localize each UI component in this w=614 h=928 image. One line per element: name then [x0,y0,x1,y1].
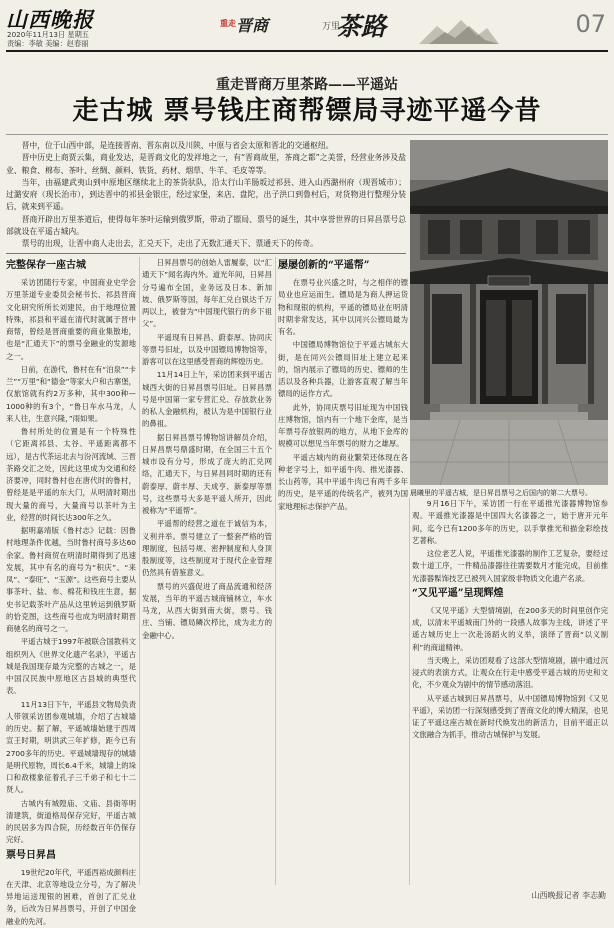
body-paragraph: 在票号业兴盛之时，与之相伴的镖局业也应运而生。镖局是为商人押运货物和现银的机构，平遥的镖局业在明清时期非常发达，其中以同兴公镖局最为有名。 [278,278,408,336]
text-column-3 [278,257,408,887]
intro-paragraph: 晋商开辟出万里茶道后，使得每年茶叶运输到俄罗斯，带动了镖局、票号的诞生，其中享誉世界的日昇昌票号总部就设在平遥古城内。 [6,214,406,237]
masthead [6,4,608,50]
courtyard-photo-illustration [410,140,608,485]
newspaper-brand: 山西晚报 [6,7,94,32]
intro-paragraph: 当年，由福建武夷山到中原地区继续北上的茶货驮队，沿太行山羊肠坂过祁县、进入山西潞州府（现晋城市）；过潞安府（现长治市），到达晋中的祁县金银庄，经过家堡，来店、盘陀，出子洪口到鲁村后，对货物进行整理分装后，就来到平遥。 [6,177,406,212]
banner-prefix: 重走 [220,19,236,28]
issue-info [7,30,89,48]
body-paragraph: 从平遥古城到日昇昌票号，从中国镖局博物馆到《又见平遥》，采访团一行深刻感受到了晋商文化的博大精深，也见证了平遥这座古城在新时代焕发出的新活力，目前平遥正以文旅融合为抓手，推动古城保护与发展。 [412,693,608,740]
body-paragraph: 采访团随行专家，中国商业史学会万里茶道专业委员会秘书长、祁县晋商文化研究所所长刘建民，由于地理位置特殊，祁县和平遥在清代时就属于晋中商帮，曾经是晋商重要的商业集散地，也是“汇通天下”的票号金融业的发源地之一。 [6,278,136,361]
body-paragraph: 日前，在游代，鲁村在有“泊泉”“卡兰”“万里”和“德金”等家大户和古寨堡，仅旅馆就有约2万多种，其中300种—1000种的有3个，“鲁日车水马龙，人来人往，生意兴隆，”雨如果。 [6,364,137,423]
body-paragraph: 平遥现有日昇昌、蔚泰厚、协同庆等票号旧址，以及中国镖局博物馆等，游客可以在这里感受晋商的辉煌历史。 [142,332,272,366]
body-paragraph: 此外，协同庆票号旧址现为中国钱庄博物馆，馆内有一个地下金库，是当年票号存放银两的地方，从地下金库的规模可以想见当年票号的财力之雄厚。 [278,402,408,449]
banner-brush-text: 茶路 [336,12,387,41]
article-intro [6,140,406,251]
body-paragraph: 古城内有城隍庙、文庙、县衙等明清建筑，街道格局保存完好，平遥古城的民居多为四合院，历经数百年仍保存完好。 [6,798,136,845]
section-heading: 完整保存一座古城 [6,260,86,271]
body-paragraph: 票号的兴盛促进了商品流通和经济发展，当年的平遥古城商铺林立，车水马龙，从西大街到南大街，票号、钱庄、当铺、镖局鳞次栉比，成为北方的金融中心。 [142,581,272,640]
article-kicker: 重走晋商万里茶路——平遥站 [216,77,398,93]
body-paragraph: 日昇昌票号的创始人雷履泰，以“汇通天下”闻名海内外。道光年间，日昇昌分号遍布全国，业务远及日本、新加坡、俄罗斯等国，每年汇兑白银达千万两以上，被誉为“中国现代银行的乡下祖父”。 [142,258,272,329]
body-paragraph: 据明嘉靖版《鲁村志》记载：因鲁村地理条件优越，当时鲁村商号多达60余家。鲁村商贸在明清时期得到了迅速发展，其中有名的商号为“积庆”、“来凤”、“泰旺”、“玉源”。这些商号主要从事茶叶、盐、布、棉花和钱庄生意，据史书记载茶叶产品从这里转运到俄罗斯的恰克图，这些商号也成为明清时期晋商驰名的商号之一。 [6,526,137,633]
photo-caption: 晨曦里的平遥古城，是日昇昌票号之后国内的第二大票号。 [410,489,592,497]
section-banner [214,4,514,48]
intro-rule [6,253,406,254]
mountain-icon [419,16,499,46]
masthead-rule [6,50,608,52]
body-paragraph: 据日昇昌票号博物馆讲解员介绍，日昇昌票号鼎盛时期，在全国三十五个城市设有分号，形成了庞大的汇兑网络，汇通天下，与日昇昌同时期的还有蔚泰厚、蔚丰厚、天成亨、新泰厚等票号，这些票号大多是平遥人所开，因此被称为“平遥帮”。 [142,432,272,515]
page-number: 07 [575,10,606,38]
text-column-1 [6,257,137,926]
intro-paragraph: 晋中历史上商贾云集，商业发达，是晋商文化的发祥地之一，有“晋商故里，茶商之都”之美誉，经营业务涉及盐业、粮食、棉布、茶叶、丝绸、颜料、铁货、药材、烟草、牛羊、毛皮等等。 [6,153,406,175]
banner-sub: 万里 [322,22,341,32]
section-heading: 屡屡创新的“平遥帮” [278,260,370,271]
article-photo [410,140,608,485]
text-column-2 [142,257,272,887]
section-heading: 票号日昇昌 [6,849,56,861]
issue-editors: 责编：李敏 美编：赵春丽 [7,39,89,48]
section-heading: “又见平遥”呈现辉煌 [412,587,504,599]
body-paragraph: 《又见平遥》大型情境剧，在200多天的时间里创作完成，以清末平遥城南门外的一段感人故事为主线，讲述了平遥古城历史上一次赴汤蹈火的义举，演绎了晋商“以义制利”的商道精神。 [412,605,608,652]
body-paragraph: 11月14日上午，采访团来到平遥古城西大街的日昇昌票号旧址。日昇昌票号是中国第一家专营汇兑、存放款业务的私人金融机构，被认为是中国银行业的鼻祖。 [142,370,272,429]
column-divider [409,498,410,885]
body-paragraph: 这位老艺人说，平遥推光漆器的制作工艺复杂，要经过数十道工序，一件精品漆器往往需要数月才能完成，目前推光漆器髹饰技艺已被列入国家级非物质文化遗产名录。 [412,549,608,583]
body-paragraph: 平遥帮的经营之道在于诚信为本，义利并举。票号建立了一整套严格的管理制度，包括号规、密押制度和人身顶股制度等，这些制度对于现代企业管理仍然具有借鉴意义。 [142,519,272,578]
body-paragraph: 鲁村所处的位置是有一个特殊性（它距离祁县、太谷、平遥距离都不远），是古代茶运北去与汾河流域、三晋茶路交汇之处，因此这里成为交通和经济要冲，同时鲁村也在唐代时的鲁村，曾经是是平遥的东大门，从明清时期出现大量的商号，大量商号以茶叶为主业，经营的时间长达300年之久。 [6,427,136,522]
body-paragraph: 中国镖局博物馆位于平遥古城东大街，是在同兴公镖局旧址上建立起来的，馆内展示了镖局的历史、镖师的生活以及各种兵器，让游客直观了解当年镖局的运作方式。 [278,340,408,399]
body-paragraph: 当天晚上，采访团观看了这部大型情境剧，剧中通过沉浸式的表演方式，让观众在行走中感受平遥古城的历史和文化，不少观众为剧中的情节感动落泪。 [412,655,608,690]
body-paragraph: 9月16日下午，采访团一行在平遥推光漆器博物馆参观。平遥推光漆器是中国四大名漆器之一，始于唐开元年间，迄今已有1200多年的历史，以手掌推光和描金彩绘技艺著称。 [412,499,608,545]
body-paragraph: 19世纪20年代，平遥西裕成颜料庄在天津、北京等地设立分号，为了解决异地运送现银的困难，首创了汇兑业务，后改为日昇昌票号，开创了中国金融业的先河。 [6,867,136,926]
column-divider [139,257,140,885]
banner-title: 晋商 [236,16,269,35]
intro-paragraph: 票号的出现，让晋中商人走出去，汇兑天下，走出了无数汇通天下、票通天下的传奇。 [21,239,318,249]
column-divider [275,257,276,885]
text-column-4 [412,498,608,885]
headline-rule [6,134,608,135]
body-paragraph: 11月13日下午，平遥县文物局负责人带领采访团参观城墙，介绍了古城墙的历史。据了解，平遥城墙始建于西周宣王时期，明洪武三年扩修，距今已有2700多年的历史。平遥城墙现存的城墙是明代原物，周长6.4千米，城墙上的垛口和敌楼象征着孔子三千弟子和七十二贤人。 [6,699,137,795]
article-byline: 山西晚报记者 李志勤 [531,891,606,900]
body-paragraph: 平遥古城内的商业繁荣还体现在各种老字号上，如平遥牛肉、推光漆器、长山药等，其中平遥牛肉已有两千多年的历史，是平遥的传统名产，被列为国家地理标志保护产品。 [278,452,408,511]
issue-date: 2020年11月13日 星期五 [7,30,89,39]
body-paragraph: 平遥古城于1997年被联合国教科文组织列入《世界文化遗产名录》，平遥古城是我国现存最为完整的古城之一，是中国汉民族中原地区古县城的典型代表。 [6,637,136,696]
intro-paragraph: 晋中，位于山西中部，是连接晋南、晋东南以及川陕、中原与省会太原和晋北的交通枢纽。 [21,141,334,150]
article-headline: 走古城 票号钱庄商帮镖局寻迹平遥今昔 [72,96,542,126]
